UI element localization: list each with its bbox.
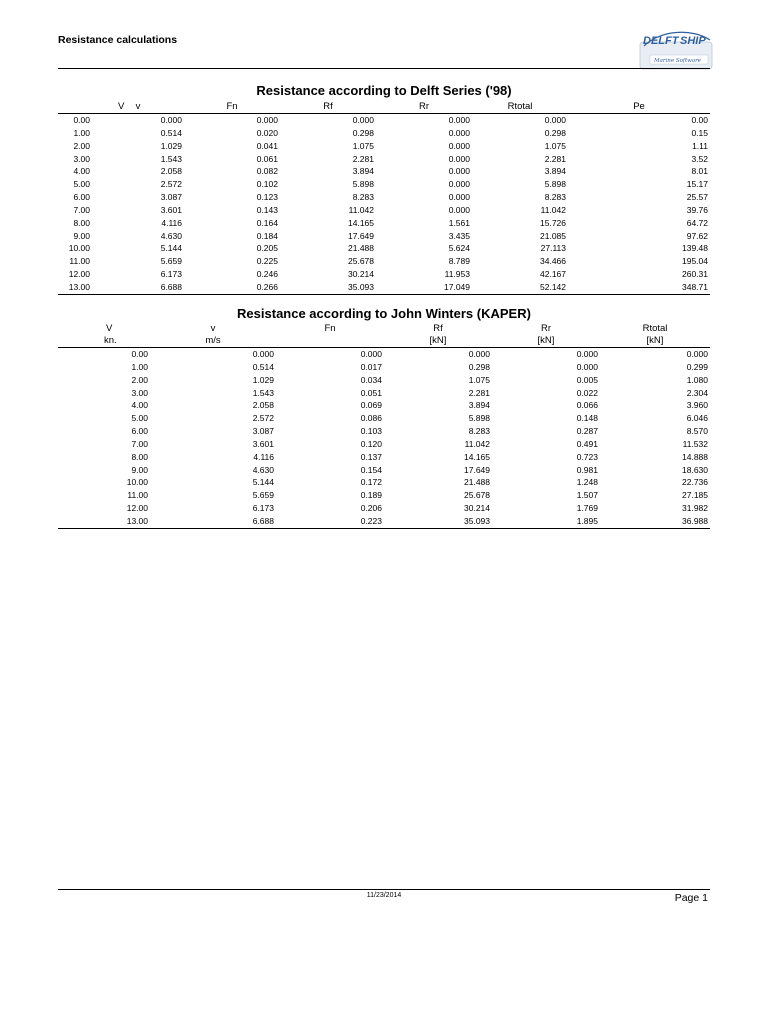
table-cell: 35.093	[384, 515, 492, 528]
kaper-units-row	[58, 335, 710, 348]
table-row	[58, 399, 710, 412]
table-cell: 39.76	[686, 204, 708, 215]
table-cell: 4.00	[131, 400, 148, 411]
table-cell: 4.116	[253, 451, 274, 462]
kaper-resistance-table	[58, 322, 710, 529]
table-cell: 11.532	[682, 438, 708, 449]
table-cell: 12.00	[126, 503, 148, 514]
table-cell: 9.00	[131, 464, 148, 475]
table-cell: 1.075	[352, 140, 374, 151]
table-cell: 0.082	[256, 166, 278, 177]
table-cell: 6.173	[252, 503, 274, 514]
table-cell: 0.206	[360, 503, 382, 514]
table-cell: 4.116	[161, 217, 182, 228]
table-cell: 11.042	[464, 438, 490, 449]
table-cell: 2.281	[544, 153, 566, 164]
table-cell: 6.00	[131, 426, 148, 437]
column-header-fn: Fn	[226, 101, 238, 112]
unit-label-rr: [kN]	[537, 335, 555, 346]
table-cell: 30.214	[348, 269, 374, 280]
table-cell: 0.051	[360, 387, 382, 398]
table-cell: 0.189	[360, 490, 382, 501]
table-cell: 0.066	[576, 400, 598, 411]
table-cell: 5.898	[544, 179, 566, 190]
table-cell: 0.298	[544, 127, 566, 138]
table-cell: 6.688	[92, 281, 184, 294]
table-cell: 15.726	[540, 217, 566, 228]
svg-text:DELFT: DELFT	[643, 35, 679, 47]
table-cell: 8.01	[691, 166, 708, 177]
table-cell: 0.00	[568, 114, 710, 127]
table-cell: 2.281	[468, 387, 490, 398]
table-cell: 52.142	[472, 281, 568, 294]
table-cell: 5.659	[252, 490, 274, 501]
table-cell: 0.000	[184, 114, 280, 127]
table-row	[58, 464, 710, 477]
table-cell: 13.00	[58, 515, 150, 528]
table-cell: 1.895	[492, 515, 600, 528]
table-cell: 34.466	[540, 256, 566, 267]
table-cell: 4.00	[73, 166, 90, 177]
table-cell: 8.283	[468, 426, 490, 437]
table-cell: 0.514	[160, 127, 182, 138]
table-cell: 5.144	[252, 477, 274, 488]
kaper-header-row	[58, 322, 710, 335]
column-header-v-ms: v	[135, 101, 141, 112]
table-cell: 3.960	[686, 400, 708, 411]
table-cell: 0.225	[256, 256, 278, 267]
table-cell: 0.298	[468, 361, 490, 372]
table-cell: 7.00	[131, 438, 148, 449]
table-row	[58, 140, 710, 153]
table-cell: 0.086	[360, 413, 382, 424]
table-cell: 6.688	[150, 515, 276, 528]
table-cell: 0.000	[280, 114, 376, 127]
table-cell: 1.080	[686, 374, 708, 385]
table-cell: 2.281	[352, 153, 374, 164]
column-header-rf: Rf	[323, 101, 333, 112]
table-cell: 0.981	[576, 464, 598, 475]
delftship-logo-icon	[640, 28, 712, 70]
table-cell: 17.049	[376, 281, 472, 294]
column-header-v-ms: v	[210, 323, 216, 334]
table-cell: 25.678	[348, 256, 374, 267]
table-cell: 1.029	[252, 374, 274, 385]
table-cell: 6.00	[73, 192, 90, 203]
table-cell: 18.630	[682, 464, 708, 475]
table-cell: 0.184	[256, 230, 278, 241]
table-row	[58, 217, 710, 230]
table-row	[58, 191, 710, 204]
table-cell: 0.000	[448, 153, 470, 164]
table-cell: 1.543	[160, 153, 182, 164]
table-cell: 195.04	[682, 256, 708, 267]
table-row	[58, 515, 710, 528]
table-cell: 0.000	[448, 179, 470, 190]
kaper-section-title: Resistance according to John Winters (KAPER)	[237, 306, 531, 321]
table-cell: 5.659	[160, 256, 182, 267]
table-cell: 0.723	[576, 451, 598, 462]
table-cell: 21.488	[348, 243, 374, 254]
table-cell: 0.491	[576, 438, 598, 449]
table-cell: 8.283	[352, 192, 374, 203]
delftship-logo	[640, 28, 712, 70]
table-cell: 1.543	[252, 387, 274, 398]
table-cell: 0.000	[576, 361, 598, 372]
table-cell: 27.185	[682, 490, 708, 501]
table-row	[58, 348, 710, 361]
table-cell: 0.034	[360, 374, 382, 385]
table-cell: 0.143	[256, 204, 278, 215]
table-cell: 0.154	[360, 464, 382, 475]
table-cell: 11.042	[348, 204, 374, 215]
unit-label-v-knots: kn.	[104, 335, 117, 346]
table-cell: 348.71	[568, 281, 710, 294]
table-row	[58, 127, 710, 140]
footer-date: 11/23/2014	[366, 892, 402, 899]
table-cell: 0.223	[276, 515, 384, 528]
table-cell: 2.058	[252, 400, 274, 411]
table-cell: 2.00	[131, 374, 148, 385]
table-cell: 0.000	[448, 127, 470, 138]
table-cell: 4.630	[160, 230, 182, 241]
table-cell: 2.00	[73, 140, 90, 151]
table-cell: 0.000	[448, 204, 470, 215]
svg-text:Marine Software: Marine Software	[654, 58, 702, 64]
column-header-fn: Fn	[324, 323, 336, 334]
column-header-rr: Rr	[540, 323, 552, 334]
table-cell: 0.041	[256, 140, 278, 151]
column-header-rtotal: Rtotal	[642, 323, 668, 334]
table-cell: 1.075	[468, 374, 490, 385]
table-cell: 0.00	[58, 114, 92, 127]
table-cell: 1.507	[576, 490, 598, 501]
table-row	[58, 255, 710, 268]
table-cell: 139.48	[682, 243, 708, 254]
delft-resistance-table	[58, 100, 710, 295]
table-cell: 0.299	[686, 361, 708, 372]
table-row	[58, 242, 710, 255]
table-cell: 30.214	[464, 503, 490, 514]
table-row	[58, 476, 710, 489]
table-cell: 0.000	[600, 348, 710, 361]
table-cell: 1.00	[73, 127, 90, 138]
table-cell: 0.000	[472, 114, 568, 127]
table-cell: 25.678	[464, 490, 490, 501]
table-cell: 1.561	[448, 217, 470, 228]
table-cell: 5.624	[448, 243, 470, 254]
table-cell: 8.00	[131, 451, 148, 462]
table-cell: 8.789	[448, 256, 470, 267]
table-cell: 1.11	[692, 140, 708, 151]
footer-page-number: Page 1	[674, 892, 708, 904]
table-cell: 0.061	[256, 153, 278, 164]
table-cell: 0.000	[448, 166, 470, 177]
svg-text:SHIP: SHIP	[680, 35, 706, 47]
table-cell: 0.000	[384, 348, 492, 361]
column-header-v-knots: V	[118, 101, 125, 112]
table-cell: 8.00	[73, 217, 90, 228]
footer-divider	[58, 889, 710, 890]
table-cell: 1.248	[576, 477, 598, 488]
table-cell: 0.017	[360, 361, 382, 372]
table-row	[58, 281, 710, 294]
table-row	[58, 412, 710, 425]
table-cell: 0.000	[276, 348, 384, 361]
table-cell: 3.601	[160, 204, 182, 215]
table-cell: 0.005	[576, 374, 598, 385]
table-cell: 0.000	[150, 348, 276, 361]
column-header-rf: Rf	[433, 323, 443, 334]
document-title: Resistance calculations	[58, 34, 178, 46]
table-cell: 35.093	[280, 281, 376, 294]
table-cell: 1.00	[131, 361, 148, 372]
table-row	[58, 165, 710, 178]
table-cell: 5.00	[131, 413, 148, 424]
table-row	[58, 374, 710, 387]
table-cell: 0.172	[360, 477, 382, 488]
table-row	[58, 387, 710, 400]
table-cell: 12.00	[68, 269, 90, 280]
column-header-rtotal: Rtotal	[507, 101, 533, 112]
table-cell: 0.000	[92, 114, 184, 127]
unit-label-rtotal: [kN]	[646, 335, 664, 346]
table-cell: 2.058	[160, 166, 182, 177]
table-cell: 260.31	[682, 269, 708, 280]
table-row	[58, 502, 710, 515]
table-row	[58, 178, 710, 191]
table-cell: 14.888	[682, 451, 708, 462]
table-row	[58, 268, 710, 281]
table-cell: 0.246	[256, 269, 278, 280]
table-cell: 11.00	[69, 256, 90, 267]
table-cell: 64.72	[686, 217, 708, 228]
table-cell: 0.15	[691, 127, 708, 138]
table-cell: 0.148	[576, 413, 598, 424]
table-cell: 0.103	[360, 426, 382, 437]
column-header-pe: Pe	[633, 101, 645, 112]
table-cell: 3.00	[73, 153, 90, 164]
table-cell: 6.173	[160, 269, 182, 280]
table-cell: 14.165	[348, 217, 374, 228]
table-cell: 1.769	[576, 503, 598, 514]
table-cell: 3.601	[252, 438, 274, 449]
table-cell: 5.144	[160, 243, 182, 254]
table-cell: 17.649	[464, 464, 490, 475]
table-cell: 27.113	[540, 243, 566, 254]
table-row	[58, 425, 710, 438]
table-cell: 21.488	[464, 477, 490, 488]
table-cell: 0.000	[448, 192, 470, 203]
unit-label-fn	[276, 335, 384, 348]
table-cell: 0.000	[448, 140, 470, 151]
table-cell: 3.894	[544, 166, 566, 177]
table-row	[58, 153, 710, 166]
table-cell: 5.00	[73, 179, 90, 190]
table-cell: 14.165	[464, 451, 490, 462]
column-header-v-knots: V	[106, 323, 113, 334]
table-cell: 15.17	[686, 179, 708, 190]
table-cell: 6.046	[686, 413, 708, 424]
delft-section-title: Resistance according to Delft Series ('98)	[256, 83, 512, 98]
table-row	[58, 114, 710, 127]
table-cell: 3.087	[252, 426, 274, 437]
table-cell: 7.00	[73, 204, 90, 215]
delft-header-row	[58, 100, 710, 114]
table-cell: 2.572	[252, 413, 274, 424]
table-cell: 0.205	[256, 243, 278, 254]
table-cell: 8.283	[544, 192, 566, 203]
table-cell: 22.736	[682, 477, 708, 488]
table-cell: 25.57	[686, 192, 708, 203]
table-row	[58, 204, 710, 217]
table-row	[58, 438, 710, 451]
table-cell: 3.087	[160, 192, 182, 203]
table-cell: 1.029	[160, 140, 182, 151]
table-row	[58, 489, 710, 502]
table-cell: 5.898	[352, 179, 374, 190]
table-cell: 10.00	[68, 243, 90, 254]
table-cell: 0.069	[360, 400, 382, 411]
table-cell: 13.00	[58, 281, 92, 294]
table-row	[58, 361, 710, 374]
table-cell: 3.894	[352, 166, 374, 177]
table-cell: 0.137	[360, 451, 382, 462]
table-cell: 17.649	[348, 230, 374, 241]
table-cell: 1.075	[544, 140, 566, 151]
table-cell: 3.435	[448, 230, 470, 241]
table-cell: 0.00	[58, 348, 150, 361]
table-cell: 21.085	[540, 230, 566, 241]
table-cell: 0.102	[256, 179, 278, 190]
table-cell: 0.514	[252, 361, 274, 372]
table-cell: 4.630	[252, 464, 274, 475]
table-cell: 0.287	[576, 426, 598, 437]
table-cell: 0.000	[492, 348, 600, 361]
table-cell: 10.00	[126, 477, 148, 488]
table-cell: 8.570	[686, 426, 708, 437]
table-cell: 2.304	[686, 387, 708, 398]
table-cell: 0.123	[256, 192, 278, 203]
table-cell: 0.000	[376, 114, 472, 127]
column-header-rr: Rr	[418, 101, 430, 112]
unit-label-v-ms: m/s	[205, 335, 221, 346]
table-cell: 11.00	[127, 490, 148, 501]
table-cell: 0.120	[360, 438, 382, 449]
table-cell: 2.572	[160, 179, 182, 190]
table-cell: 3.00	[131, 387, 148, 398]
table-cell: 0.020	[256, 127, 278, 138]
table-cell: 5.898	[468, 413, 490, 424]
table-cell: 11.953	[444, 269, 470, 280]
table-cell: 97.62	[686, 230, 708, 241]
table-row	[58, 230, 710, 243]
table-cell: 9.00	[73, 230, 90, 241]
table-cell: 36.988	[600, 515, 710, 528]
header-divider	[58, 68, 710, 69]
unit-label-rf: [kN]	[429, 335, 447, 346]
table-cell: 0.164	[256, 217, 278, 228]
table-cell: 31.982	[682, 503, 708, 514]
table-cell: 0.298	[352, 127, 374, 138]
table-cell: 42.167	[540, 269, 566, 280]
table-cell: 0.266	[184, 281, 280, 294]
table-row	[58, 451, 710, 464]
table-cell: 11.042	[540, 204, 566, 215]
table-cell: 3.52	[691, 153, 708, 164]
table-cell: 0.022	[576, 387, 598, 398]
table-cell: 3.894	[468, 400, 490, 411]
